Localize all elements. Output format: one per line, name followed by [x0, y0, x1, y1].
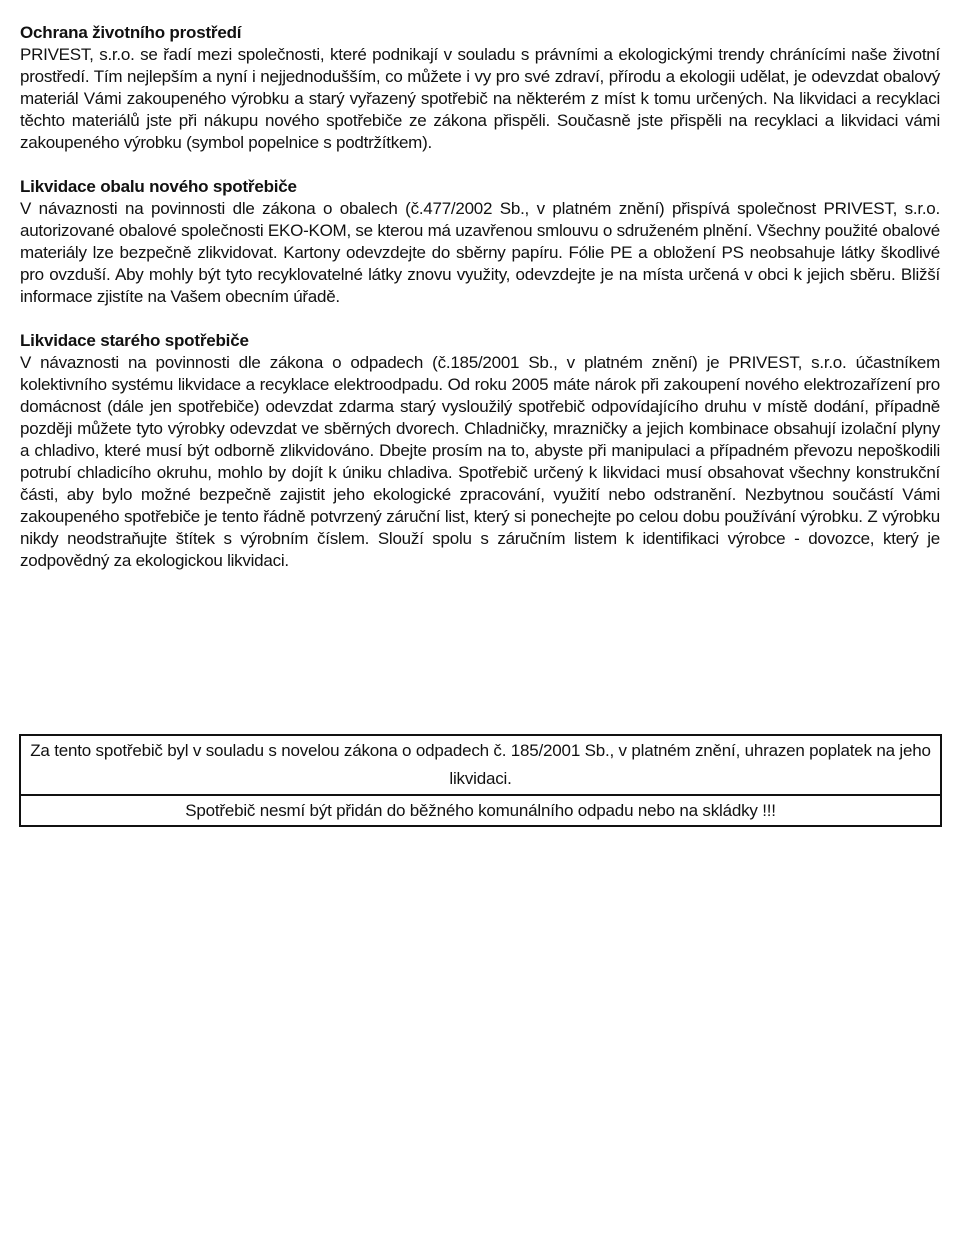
section-heading-packaging-disposal: Likvidace obalu nového spotřebiče — [20, 177, 297, 196]
landfill-warning-notice: Spotřebič nesmí být přidán do běžného komunálního odpadu nebo na skládky !!! — [185, 801, 776, 820]
section-heading-old-appliance-disposal: Likvidace starého spotřebiče — [20, 331, 249, 350]
section-heading-environment: Ochrana životního prostředí — [20, 23, 242, 42]
recycling-fee-notice-box — [19, 734, 942, 827]
section-text-environment: PRIVEST, s.r.o. se řadí mezi společnosti, které podnikají v souladu s právními a ekologickými trendy chránícími naše životní prostředí. Tím nejlepším a nyní i nejjednodušším, co můžete i vy pro své zdraví, přírodu a ekologii udělat, je odevzdat obalový materiál Vámi zakoupeného výrobku a starý vyřazený spotřebič na některém z míst k tomu určených. Na likvidaci a recyklaci těchto materiálů jste při nákupu nového spotřebiče ze zákona přispěli. Současně jste přispěli na recyklaci a likvidaci vámi zakoupeného výrobku (symbol popelnice s podtržítkem). — [20, 45, 940, 152]
section-environment — [20, 22, 940, 154]
recycling-fee-notice: Za tento spotřebič byl v souladu s novelou zákona o odpadech č. 185/2001 Sb., v platném znění, uhrazen poplatek na jeho likvidaci. — [21, 736, 940, 796]
section-old-appliance-disposal — [20, 330, 940, 572]
section-text-old-appliance-disposal: V návaznosti na povinnosti dle zákona o odpadech (č.185/2001 Sb., v platném znění) je PRIVEST, s.r.o. účastníkem kolektivního systému likvidace a recyklace elektroodpadu. Od roku 2005 máte nárok při zakoupení nového elektrozařízení pro domácnost (dále jen spotřebiče) odevzdat zdarma starý vysloužilý spotřebič odpovídajícího druhu v místě dodání, případně později můžete tyto výrobky odevzdat ve sběrných dvorech. Chladničky, mrazničky a jejich kombinace obsahují izolační plyny a chladivo, které musí být odborně zlikvidováno. Dbejte prosím na to, abyste při manipulaci a případném převozu nepoškodili potrubí chladicího okruhu, mohlo by dojít k úniku chladiva. Spotřebič určený k likvidaci musí obsahovat všechny konstrukční části, aby bylo možné bezpečně zajistit jeho ekologické zpracování, využití nebo odstranění. Nezbytnou součástí Vámi zakoupeného spotřebiče je tento řádně potvrzený záruční list, který si ponechejte po celou dobu používání výrobku. Z výrobku nikdy neodstraňujte štítek s výrobním číslem. Slouží spolu s záručním listem k identifikaci výrobce - dovozce, který je zodpovědný za ekologickou likvidaci. — [20, 353, 940, 570]
section-text-packaging-disposal: V návaznosti na povinnosti dle zákona o obalech (č.477/2002 Sb., v platném znění) přispívá společnost PRIVEST, s.r.o. autorizované obalové společnosti EKO-KOM, se kterou má uzavřenou smlouvu o sdruženém plnění. Všechny použité obalové materiály lze bezpečně zlikvidovat. Kartony odevzdejte do sběrny papíru. Fólie PE a obložení PS neobsahuje látky škodlivé pro ovzduší. Aby mohly být tyto recyklovatelné látky znovu využity, odevzdejte je na místa určená v obci k jejich sběru. Bližší informace zjistíte na Vašem obecním úřadě. — [20, 199, 940, 306]
document-body — [20, 22, 940, 594]
section-packaging-disposal — [20, 176, 940, 308]
